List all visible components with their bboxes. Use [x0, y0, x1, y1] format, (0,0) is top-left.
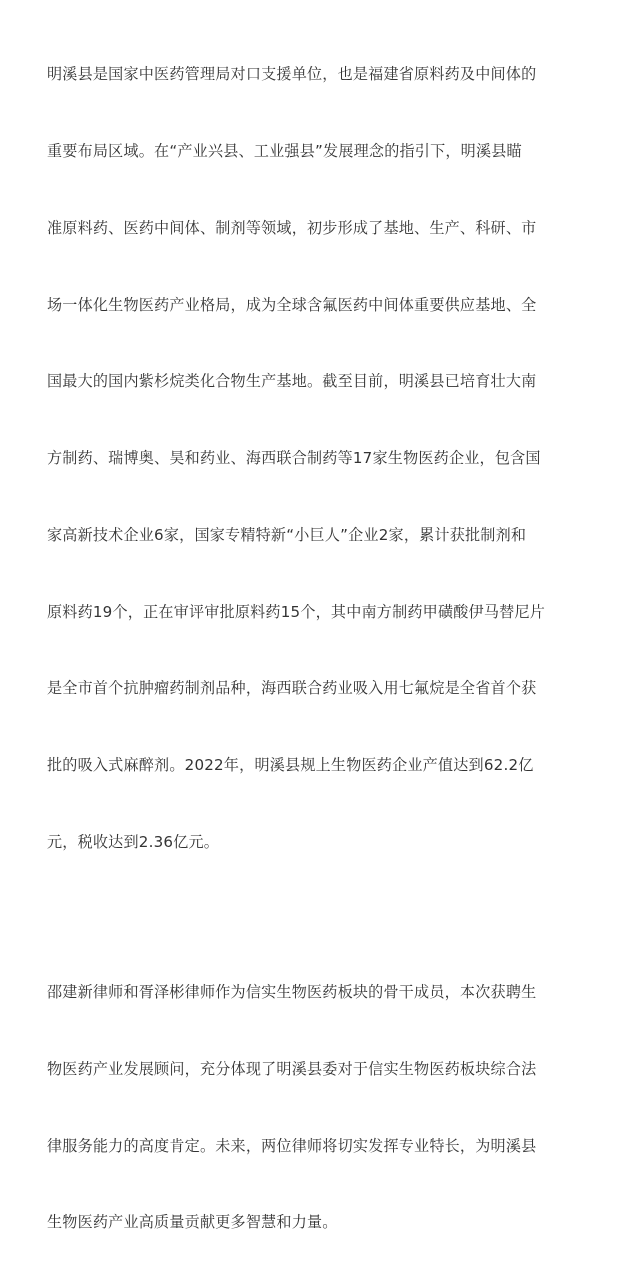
text-line: 重要布局区域。在“产业兴县、工业强县”发展理念的指引下，明溪县瞄	[47, 141, 522, 160]
text-line: 明溪县是国家中医药管理局对口支援单位，也是福建省原料药及中间体的	[47, 65, 537, 84]
text-line: 物医药产业发展顾问，充分体现了明溪县委对于信实生物医药板块综合法	[47, 1059, 537, 1078]
text-line: 原料药19个，正在审评审批原料药15个，其中南方制药甲磺酸伊马替尼片	[47, 602, 546, 621]
article-body	[47, 11, 622, 1287]
text-line: 批的吸入式麻醉剂。2022年，明溪县规上生物医药企业产值达到62.2亿	[47, 756, 534, 775]
text-line: 国最大的国内紫杉烷类化合物生产基地。截至目前，明溪县已培育壮大南	[47, 372, 537, 391]
paragraph-lawyers-appointment	[47, 929, 622, 1287]
text-line: 生物医药产业高质量贡献更多智慧和力量。	[47, 1213, 338, 1232]
paragraph-industry-overview	[47, 11, 622, 907]
text-line: 元，税收达到2.36亿元。	[47, 833, 220, 851]
text-line: 方制药、瑞博奥、昊和药业、海西联合制药等17家生物医药企业，包含国	[47, 449, 541, 468]
text-line: 律服务能力的高度肯定。未来，两位律师将切实发挥专业特长，为明溪县	[47, 1136, 537, 1155]
text-line: 家高新技术企业6家，国家专精特新“小巨人”企业2家，累计获批制剂和	[47, 525, 527, 544]
paragraph-spacer	[47, 907, 622, 929]
text-line: 准原料药、医药中间体、制剂等领域，初步形成了基地、生产、科研、市	[47, 218, 537, 237]
text-line: 场一体化生物医药产业格局，成为全球含氟医药中间体重要供应基地、全	[47, 295, 537, 314]
text-line: 是全市首个抗肿瘤药制剂品种，海西联合药业吸入用七氟烷是全省首个获	[47, 679, 537, 698]
text-line: 邵建新律师和胥泽彬律师作为信实生物医药板块的骨干成员，本次获聘生	[47, 982, 537, 1001]
